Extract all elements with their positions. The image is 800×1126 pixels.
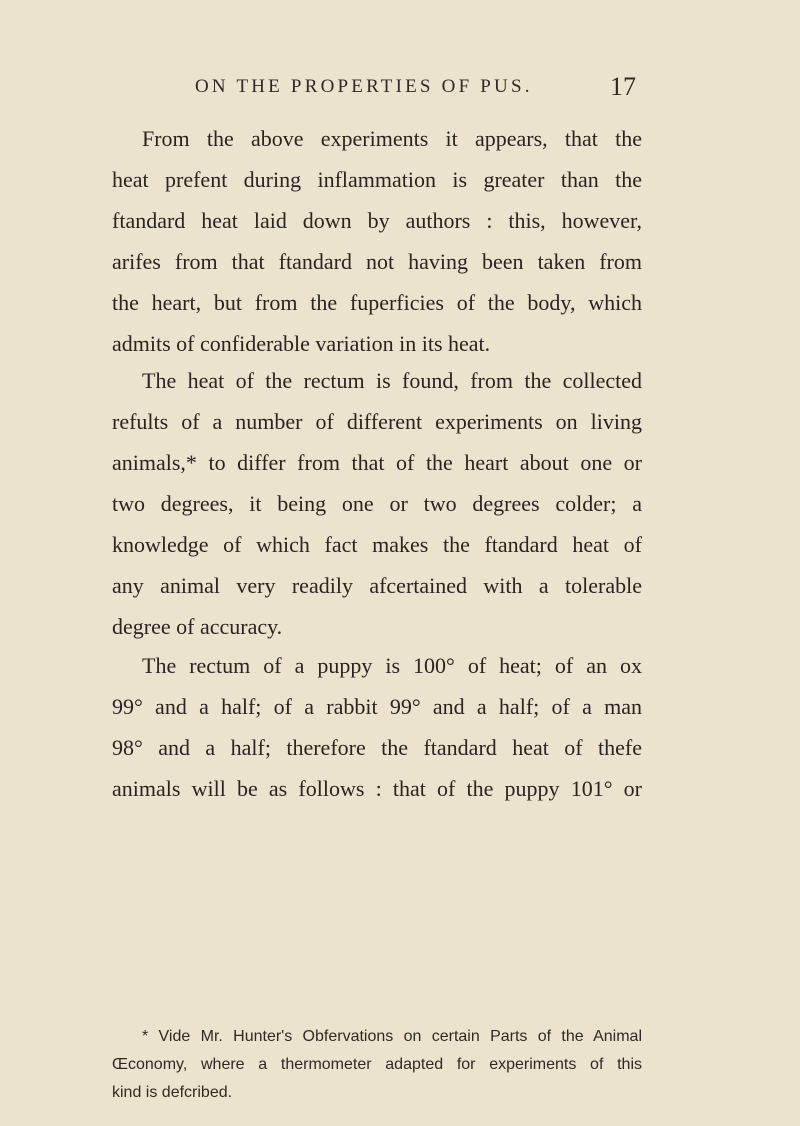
footnote-line: Œconomy, where a thermometer adapted for experiments of this	[112, 1056, 642, 1073]
footnote	[112, 1023, 642, 1107]
text-line: From the above experiments it appears, that the	[142, 126, 642, 151]
footnote-line: kind is defcribed.	[112, 1084, 233, 1101]
text-line: the heart, but from the fuperficies of the body, which	[112, 290, 642, 315]
text-line: The rectum of a puppy is 100° of heat; of an ox	[142, 653, 642, 678]
text-line: two degrees, it being one or two degrees colder; a	[112, 491, 642, 516]
text-line: animals,* to differ from that of the heart about one or	[112, 450, 642, 475]
paragraph-1	[112, 118, 642, 364]
footnote-line: * Vide Mr. Hunter's Obfervations on certain Parts of the Animal	[142, 1028, 642, 1045]
text-line: admits of confiderable variation in its heat.	[112, 331, 491, 356]
page-number: 17	[610, 72, 636, 101]
text-line: animals will be as follows : that of the puppy 101° or	[112, 776, 642, 801]
text-line: any animal very readily afcertained with a tolerable	[112, 573, 642, 598]
text-line: arifes from that ftandard not having been taken from	[112, 249, 642, 274]
running-head: ON THE PROPERTIES OF PUS.	[195, 76, 533, 97]
text-line: knowledge of which fact makes the ftandard heat of	[112, 532, 642, 557]
text-line: heat prefent during inflammation is greater than the	[112, 167, 642, 192]
paragraph-3	[112, 645, 642, 809]
text-line: 98° and a half; therefore the ftandard heat of thefe	[112, 735, 642, 760]
text-line: refults of a number of different experiments on living	[112, 409, 642, 434]
text-line: degree of accuracy.	[112, 614, 283, 639]
text-line: 99° and a half; of a rabbit 99° and a half; of a man	[112, 694, 642, 719]
text-line: The heat of the rectum is found, from the collected	[142, 368, 642, 393]
text-line: ftandard heat laid down by authors : this, however,	[112, 208, 642, 233]
page-header	[195, 72, 695, 106]
paragraph-2	[112, 360, 642, 647]
